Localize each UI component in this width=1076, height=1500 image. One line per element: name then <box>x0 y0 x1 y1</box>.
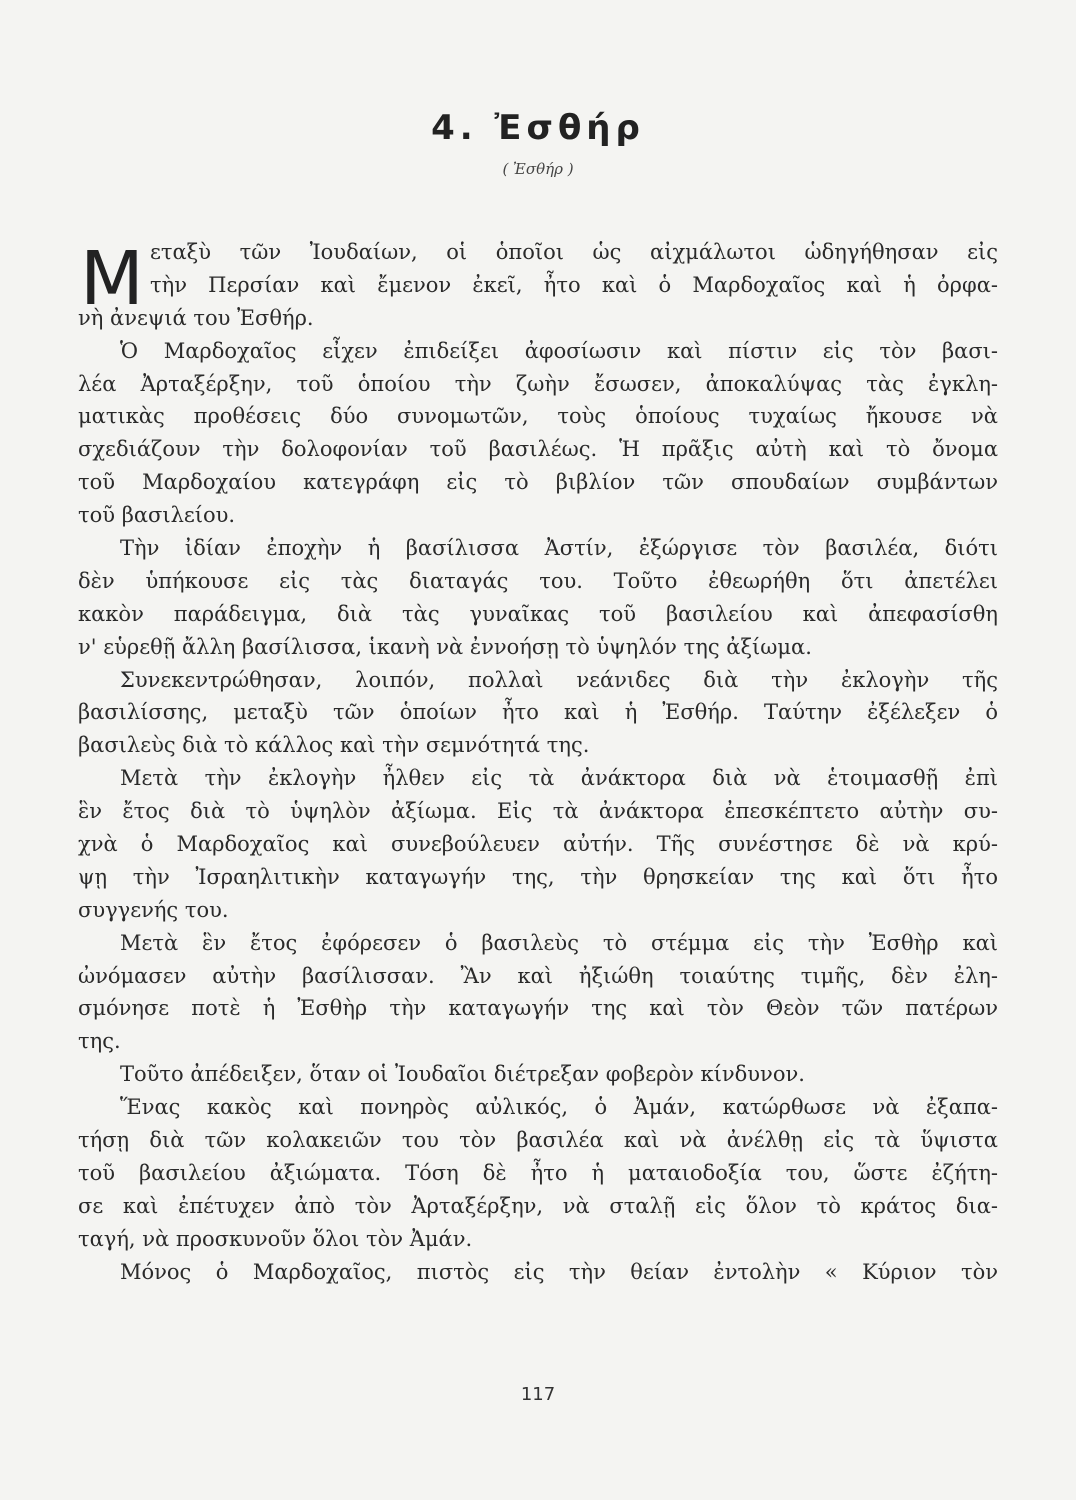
text-line: ἓν ἔτος διὰ τὸ ὑψηλὸν ἀξίωμα. Εἰς τὰ ἀνάκτορα ἐπεσκέπτετο αὐτὴν συ- <box>78 799 998 824</box>
text-line: σχεδιάζουν τὴν δολοφονίαν τοῦ βασιλέως. Ἡ πρᾶξις αὐτὴ καὶ τὸ ὄνομα <box>78 437 998 462</box>
text-line: βασιλεὺς διὰ τὸ κάλλος καὶ τὴν σεμνότητά της. <box>78 733 590 758</box>
text-line: ν' εὑρεθῇ ἄλλη βασίλισσα, ἱκανὴ νὰ ἐννοήσῃ τὸ ὑψηλόν της ἀξίωμα. <box>78 634 812 659</box>
text-line: σμόνησε ποτὲ ἡ Ἐσθὴρ τὴν καταγωγήν της καὶ τὸν Θεὸν τῶν πατέρων <box>78 996 998 1021</box>
text-line: λέα Ἀρταξέρξην, τοῦ ὁποίου τὴν ζωὴν ἔσωσεν, ἀποκαλύψας τὰς ἐγκλη- <box>78 371 998 396</box>
text-line: ὠνόμασεν αὐτὴν βασίλισσαν. Ἂν καὶ ἠξιώθη τοιαύτης τιμῆς, δὲν ἐλη- <box>78 963 998 988</box>
text-line: Συνεκεντρώθησαν, λοιπόν, πολλαὶ νεάνιδες διὰ τὴν ἐκλογὴν τῆς <box>120 667 998 692</box>
text-line: Μετὰ τὴν ἐκλογὴν ἦλθεν εἰς τὰ ἀνάκτορα διὰ νὰ ἑτοιμασθῇ ἐπὶ <box>120 766 998 791</box>
text-line: Μόνος ὁ Μαρδοχαῖος, πιστὸς εἰς τὴν θείαν ἐντολὴν « Κύριον τὸν <box>120 1259 998 1284</box>
text-line: Ὁ Μαρδοχαῖος εἶχεν ἐπιδείξει ἀφοσίωσιν καὶ πίστιν εἰς τὸν βασι- <box>120 338 998 363</box>
drop-cap: Μ <box>80 236 144 322</box>
text-line: Ἕνας κακὸς καὶ πονηρὸς αὐλικός, ὁ Ἀμάν, κατώρθωσε νὰ ἐξαπα- <box>120 1095 998 1120</box>
text-line: εταξὺ τῶν Ἰουδαίων, οἱ ὁποῖοι ὡς αἰχμάλωτοι ὡδηγήθησαν εἰς <box>150 240 998 264</box>
text-line: τοῦ βασιλείου. <box>78 503 236 528</box>
text-line: ταγή, νὰ προσκυνοῦν ὅλοι τὸν Ἀμάν. <box>78 1226 473 1251</box>
text-line: της. <box>78 1029 121 1054</box>
text-line: ματικὰς προθέσεις δύο συνομωτῶν, τοὺς ὁποίους τυχαίως ἤκουσε νὰ <box>78 404 998 429</box>
chapter-title: 4. Ἐσθήρ <box>431 108 645 148</box>
text-line: δὲν ὑπήκουσε εἰς τὰς διαταγάς του. Τοῦτο ἐθεωρήθη ὅτι ἀπετέλει <box>78 568 998 593</box>
text-line: τοῦ βασιλείου ἀξιώματα. Τόση δὲ ἦτο ἡ ματαιοδοξία του, ὥστε ἐζήτη- <box>78 1160 998 1185</box>
text-line: συγγενής του. <box>78 897 229 922</box>
text-line: σε καὶ ἐπέτυχεν ἀπὸ τὸν Ἀρταξέρξην, νὰ σταλῇ εἰς ὅλον τὸ κράτος δια- <box>78 1193 998 1218</box>
text-line: τὴν Περσίαν καὶ ἔμενον ἐκεῖ, ἦτο καὶ ὁ Μαρδοχαῖος καὶ ἡ ὀρφα- <box>150 272 998 297</box>
text-line: Μετὰ ἓν ἔτος ἐφόρεσεν ὁ βασιλεὺς τὸ στέμμα εἰς τὴν Ἐσθὴρ καὶ <box>120 930 998 955</box>
text-line: ψῃ τὴν Ἰσραηλιτικὴν καταγωγήν της, τὴν θρησκείαν της καὶ ὅτι ἦτο <box>78 864 998 889</box>
page-number: 117 <box>520 1384 556 1405</box>
text-line: Τὴν ἰδίαν ἐποχὴν ἡ βασίλισσα Ἀστίν, ἐξώργισε τὸν βασιλέα, διότι <box>120 536 998 561</box>
text-line: Τοῦτο ἀπέδειξεν, ὅταν οἱ Ἰουδαῖοι διέτρεξαν φοβερὸν κίνδυνον. <box>120 1062 805 1087</box>
text-line: τήσῃ διὰ τῶν κολακειῶν του τὸν βασιλέα καὶ νὰ ἀνέλθῃ εἰς τὰ ὕψιστα <box>78 1128 998 1153</box>
body-text <box>78 236 998 1289</box>
text-line: νὴ ἀνεψιά του Ἐσθήρ. <box>78 305 314 330</box>
text-line: χνὰ ὁ Μαρδοχαῖος καὶ συνεβούλευεν αὐτήν. Τῆς συνέστησε δὲ νὰ κρύ- <box>78 832 998 857</box>
chapter-subtitle: ( Ἐσθήρ ) <box>502 160 574 178</box>
text-line: κακὸν παράδειγμα, διὰ τὰς γυναῖκας τοῦ βασιλείου καὶ ἀπεφασίσθη <box>78 601 998 626</box>
text-line: τοῦ Μαρδοχαίου κατεγράφη εἰς τὸ βιβλίον τῶν σπουδαίων συμβάντων <box>78 470 998 495</box>
text-line: βασιλίσσης, μεταξὺ τῶν ὁποίων ἦτο καὶ ἡ Ἐσθήρ. Ταύτην ἐξέλεξεν ὁ <box>78 700 998 725</box>
